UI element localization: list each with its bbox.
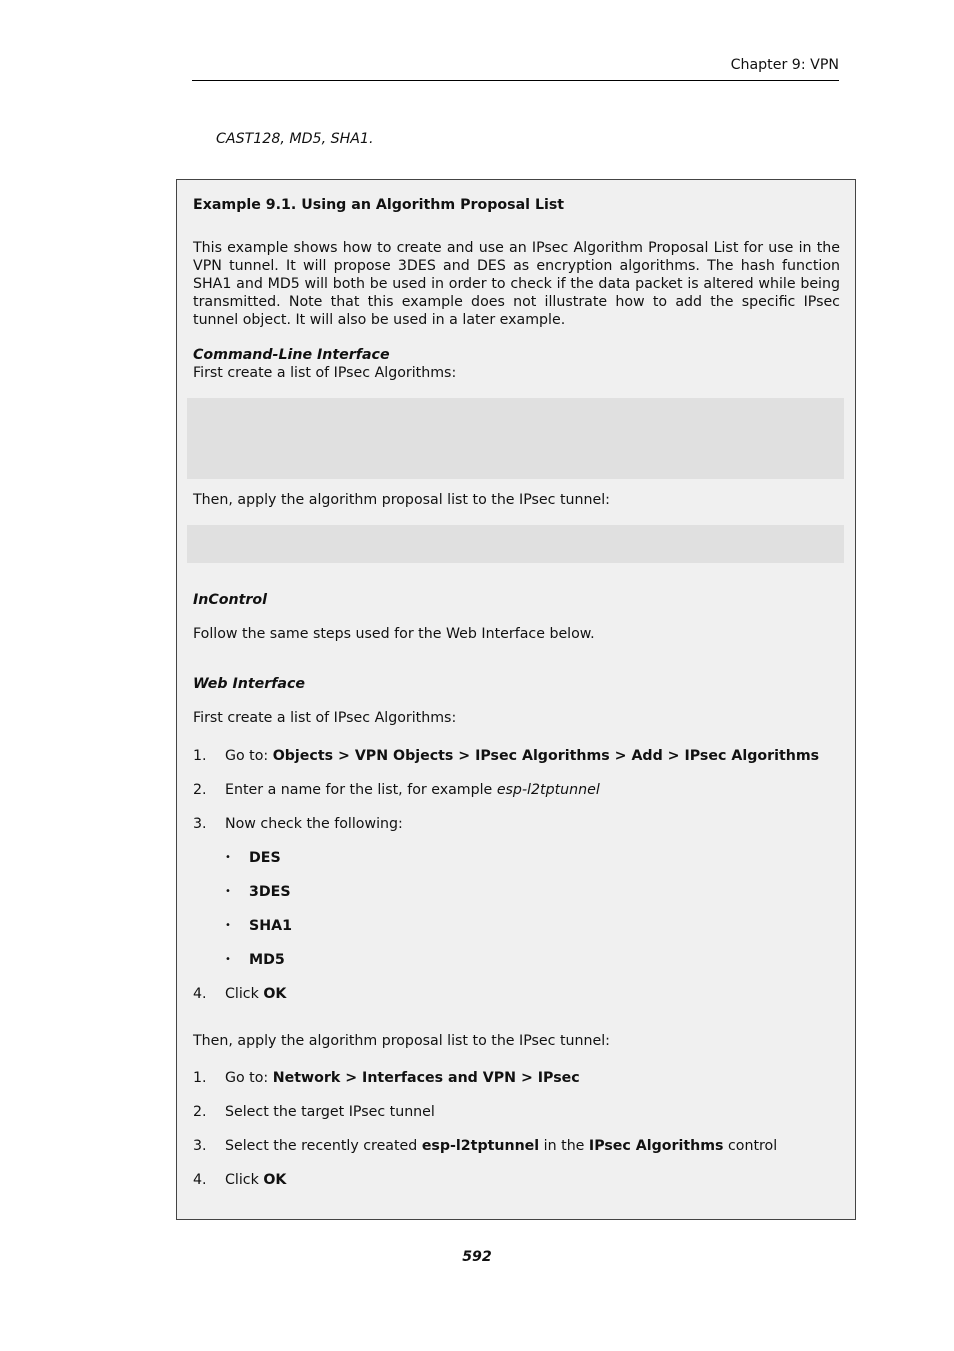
web-heading: Web Interface [193, 676, 306, 692]
list-item: Click OK [225, 986, 287, 1002]
example-box [176, 179, 856, 1220]
step-number: 2. [193, 782, 207, 798]
bullet-item: SHA1 [249, 918, 292, 934]
step-number: 4. [193, 986, 207, 1002]
bullet-icon: • [225, 920, 231, 931]
step-number: 1. [193, 1070, 207, 1086]
step-number: 3. [193, 1138, 207, 1154]
incontrol-heading: InControl [193, 592, 268, 608]
step-number: 3. [193, 816, 207, 832]
cli-intro: First create a list of IPsec Algorithms: [193, 365, 457, 381]
code-block-1 [187, 398, 844, 479]
list-item: Select the recently created esp-l2tptunnel in the IPsec Algorithms control [225, 1138, 778, 1154]
bullet-item: DES [249, 850, 281, 866]
page-header [192, 56, 839, 81]
code-block-2 [187, 525, 844, 563]
list-item: Go to: Network > Interfaces and VPN > IPsec [225, 1070, 580, 1086]
cli-heading: Command-Line Interface [193, 347, 390, 363]
example-description: This example shows how to create and use an IPsec Algorithm Proposal List for use in the VPN tunnel. It will propose 3DES and DES as encryption algorithms. The hash function SHA1 and MD5 will both be used in order to check if the data packet is altered while being transmitted. Note that this example does not illustrate how to add the specific IPsec tunnel object. It will also be used in a later example. [193, 240, 840, 328]
list-item: Click OK [225, 1172, 287, 1188]
bullet-icon: • [225, 954, 231, 965]
intro-text: CAST128, MD5, SHA1. [216, 131, 374, 147]
list-item: Go to: Objects > VPN Objects > IPsec Algorithms > Add > IPsec Algorithms [225, 748, 820, 764]
page-number: 592 [462, 1249, 492, 1265]
list-item: Now check the following: [225, 816, 403, 832]
step-number: 1. [193, 748, 207, 764]
bullet-item: MD5 [249, 952, 285, 968]
example-title: Example 9.1. Using an Algorithm Proposal List [193, 197, 565, 213]
web-apply: Then, apply the algorithm proposal list to the IPsec tunnel: [193, 1033, 610, 1049]
bullet-item: 3DES [249, 884, 291, 900]
step-number: 4. [193, 1172, 207, 1188]
web-intro: First create a list of IPsec Algorithms: [193, 710, 457, 726]
bullet-icon: • [225, 852, 231, 863]
bullet-icon: • [225, 886, 231, 897]
chapter-title: Chapter 9: VPN [730, 57, 839, 73]
step-number: 2. [193, 1104, 207, 1120]
cli-apply: Then, apply the algorithm proposal list to the IPsec tunnel: [193, 492, 610, 508]
incontrol-text: Follow the same steps used for the Web Interface below. [193, 626, 595, 642]
list-item: Select the target IPsec tunnel [225, 1104, 435, 1120]
list-item: Enter a name for the list, for example esp-l2tptunnel [225, 782, 600, 798]
